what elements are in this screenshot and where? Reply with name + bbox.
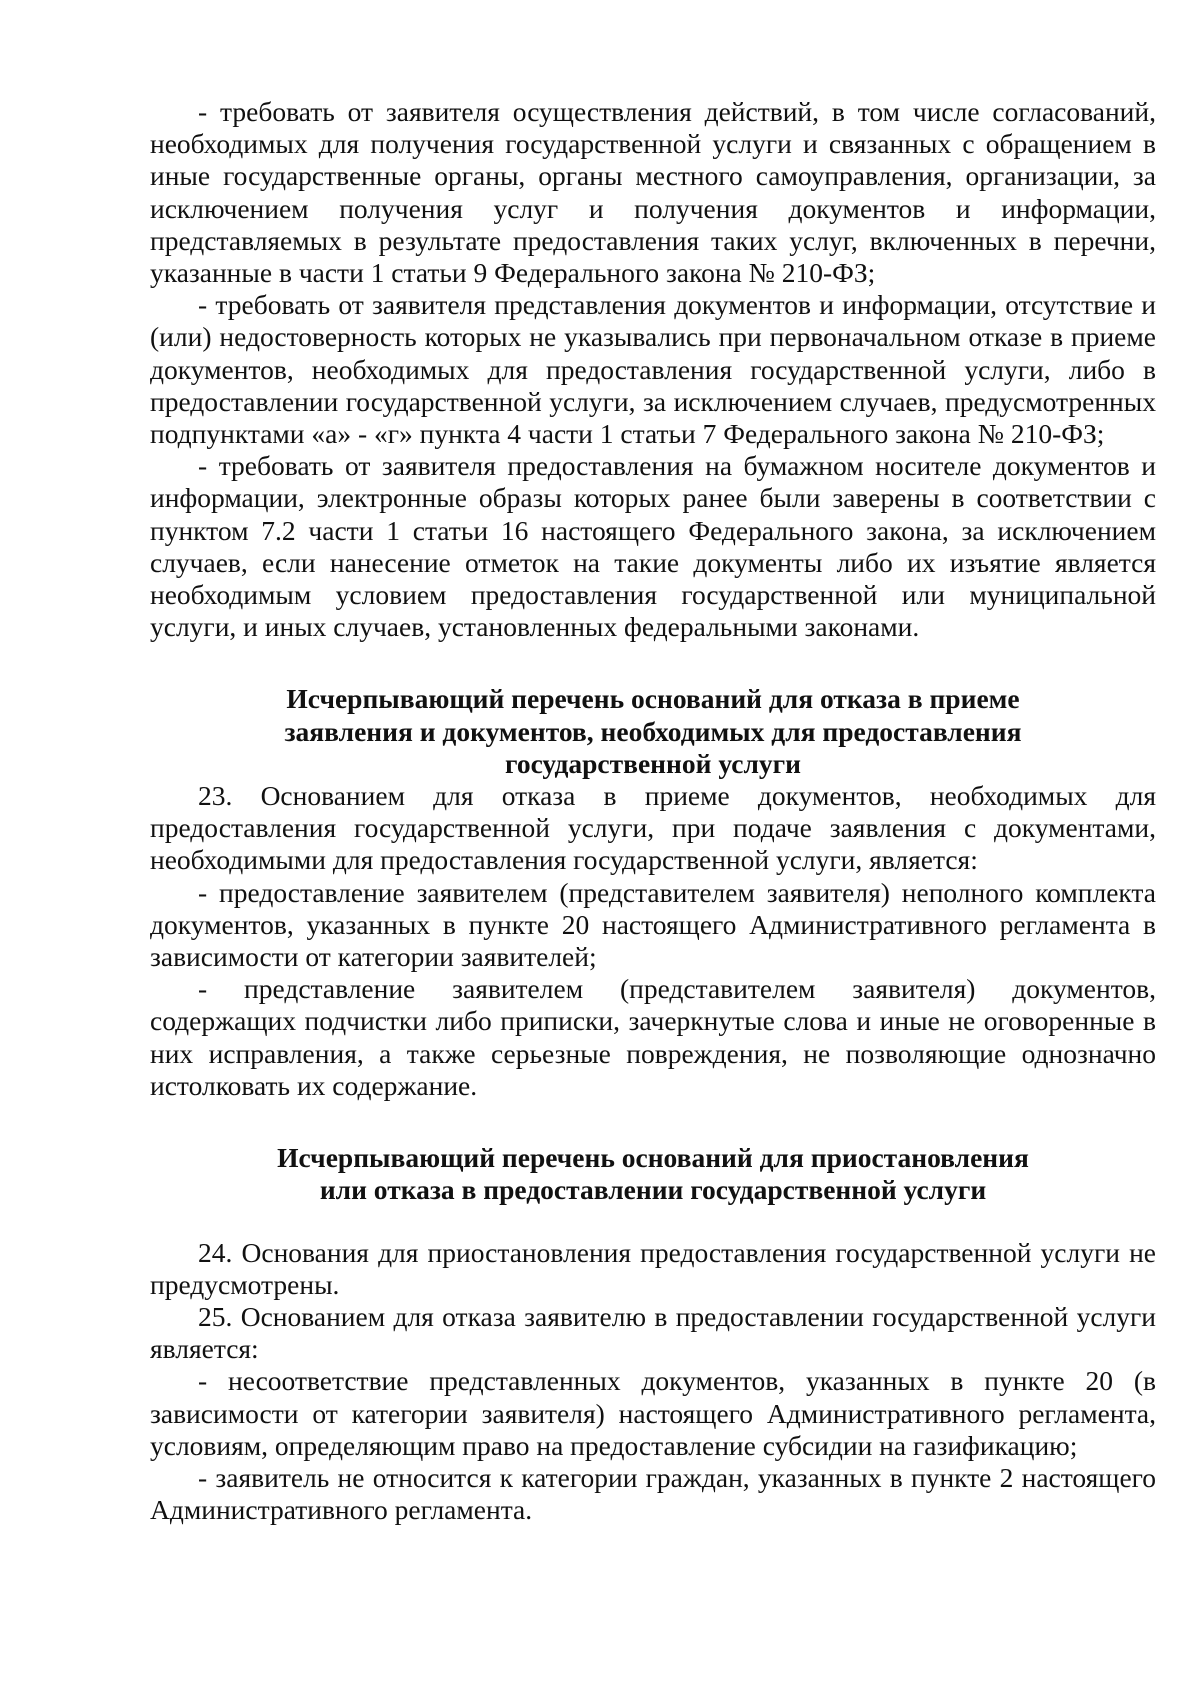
paragraph-incomplete-set: - предоставление заявителем (представителем заявителя) неполного комплекта документов, указанных в пункте 20 настоящего Административного регламента в зависимости от категории заявителей; xyxy=(150,876,1156,973)
heading-line: Исчерпывающий перечень оснований для отказа в приеме xyxy=(286,683,1020,715)
heading-line: или отказа в предоставлении государственной услуги xyxy=(319,1174,987,1206)
document-page xyxy=(150,96,1156,1526)
section-heading-suspension-refusal xyxy=(150,1142,1156,1206)
paragraph-require-approvals: - требовать от заявителя осуществления действий, в том числе согласований, необходимых для получения государственной услуги и связанных с обращением в иные государственные органы, органы местного самоуправления, организации, за исключением получения услуг и получения документов и информации, представляемых в результате предоставления таких услуг, включенных в перечни, указанные в части 1 статьи 9 Федерального закона № 210-ФЗ; xyxy=(150,96,1156,289)
section-heading-refusal-acceptance xyxy=(150,683,1156,780)
paragraph-corrections: - представление заявителем (представителем заявителя) документов, содержащих подчистки либо приписки, зачеркнутые слова и иные не оговоренные в них исправления, а также серьезные повреждения, не позволяющие однозначно истолковать их содержание. xyxy=(150,973,1156,1101)
paragraph-item-25: 25. Основанием для отказа заявителю в предоставлении государственной услуги является: xyxy=(150,1300,1156,1365)
heading-line: Исчерпывающий перечень оснований для приостановления xyxy=(277,1142,1029,1174)
paragraph-require-documents: - требовать от заявителя представления документов и информации, отсутствие и (или) недостоверность которых не указывались при первоначальном отказе в приеме документов, необходимых для предоставления государственной услуги, либо в предоставлении государственной услуги, за исключением случаев, предусмотренных подпунктами «а» - «г» пункта 4 части 1 статьи 7 Федерального закона № 210-ФЗ; xyxy=(150,289,1156,450)
paragraph-item-24: 24. Основания для приостановления предоставления государственной услуги не предусмотрены. xyxy=(150,1236,1156,1300)
heading-line: государственной услуги xyxy=(505,747,801,779)
paragraph-not-in-category: - заявитель не относится к категории граждан, указанных в пункте 2 настоящего Административного регламента. xyxy=(150,1461,1156,1526)
paragraph-item-23: 23. Основанием для отказа в приеме документов, необходимых для предоставления государственной услуги, при подаче заявления с документами, необходимыми для предоставления государственной услуги, является: xyxy=(150,780,1156,876)
heading-line: заявления и документов, необходимых для предоставления xyxy=(284,715,1022,747)
paragraph-require-paper-documents: - требовать от заявителя предоставления на бумажном носителе документов и информации, электронные образы которых ранее были заверены в соответствии с пунктом 7.2 части 1 статьи 16 настоящего Федерального закона, за исключением случаев, если нанесение отметок на такие документы либо их изъятие является необходимым условием предоставления государственной или муниципальной услуги, и иных случаев, установленных федеральными законами. xyxy=(150,450,1156,643)
paragraph-nonconformity: - несоответствие представленных документов, указанных в пункте 20 (в зависимости от категории заявителя) настоящего Административного регламента, условиям, определяющим право на предоставление субсидии на газификацию; xyxy=(150,1365,1156,1461)
